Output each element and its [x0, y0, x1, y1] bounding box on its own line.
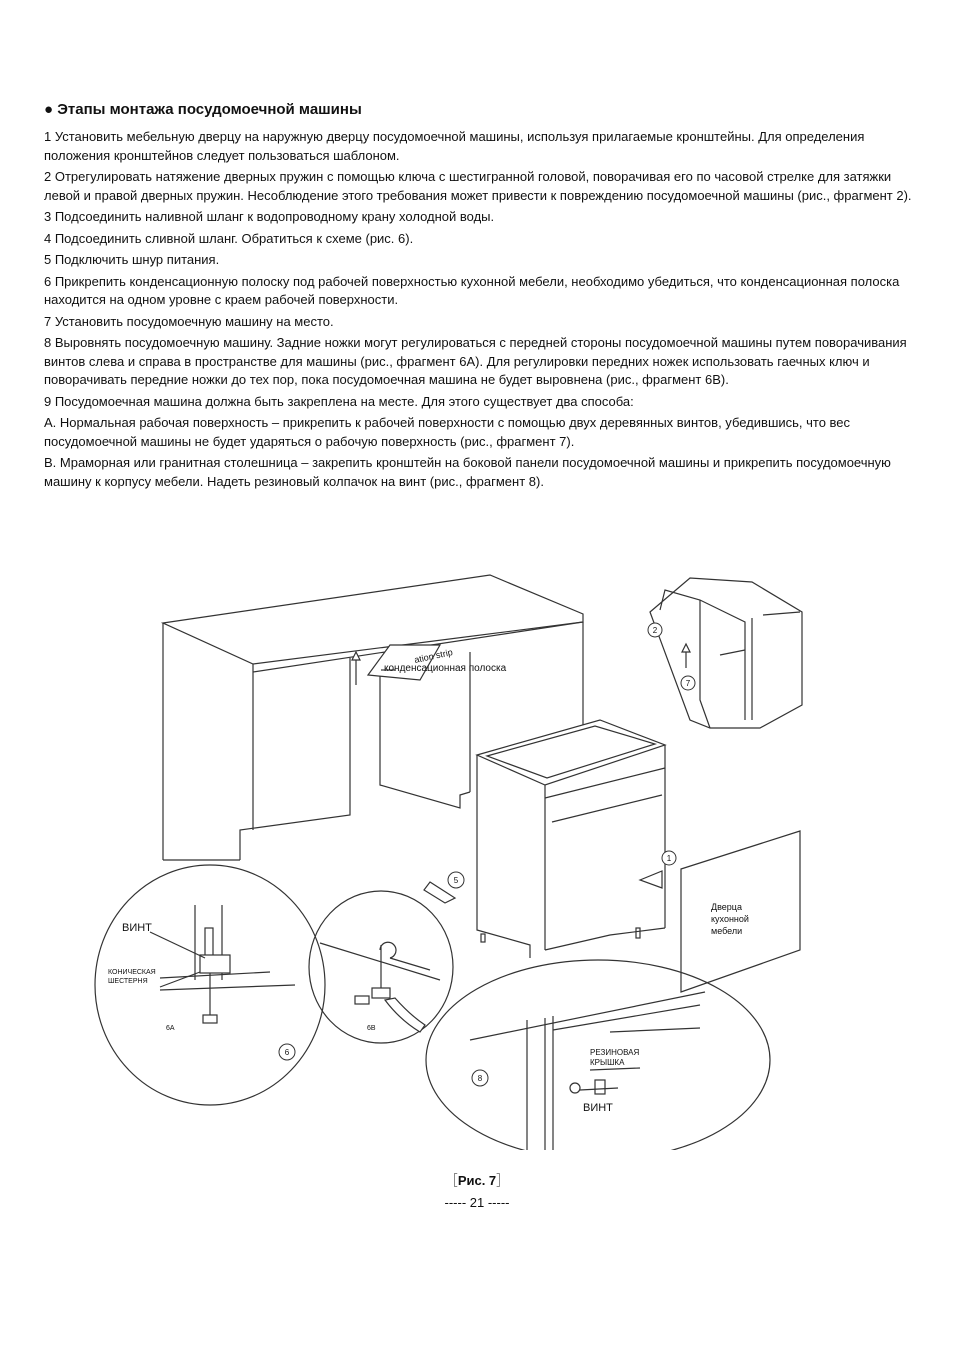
- steps-list: [44, 128, 914, 494]
- callout-6-text: 6: [284, 1048, 290, 1057]
- dishwasher-drawing: [424, 720, 665, 958]
- section-heading: ● Этапы монтажа посудомоечной машины: [44, 101, 362, 118]
- callout-8-text: 8: [477, 1074, 483, 1083]
- step-9a: А. Нормальная рабочая поверхность – прикрепить к рабочей поверхности с помощью двух деревянных винтов, убедившись, что вес посудомоечной машины не будет ударяться о рабочую поверхность (рис., фрагмент 7).: [44, 415, 851, 449]
- step-5: 5 Подключить шнур питания.: [44, 252, 220, 267]
- strip-text: ation strip: [413, 647, 454, 665]
- step-9: 9 Посудомоечная машина должна быть закреплена на месте. Для этого существует два способа:: [44, 393, 634, 409]
- step-4: 4 Подсоединить сливной шланг. Обратиться к схеме (рис. 6).: [44, 230, 414, 246]
- caption-bracket-open: ［: [444, 1173, 458, 1188]
- callout-2-text: 2: [652, 626, 658, 635]
- figure-caption: [0, 1170, 954, 1189]
- step-3: 3 Подсоединить наливной шланг к водопроводному крану холодной воды.: [44, 209, 495, 224]
- callout-1-text: 1: [666, 854, 672, 863]
- installation-figure: [0, 560, 954, 1150]
- label-6a: 6A: [166, 1025, 175, 1032]
- callout-7-text: 7: [685, 679, 691, 688]
- condensation-strip-label: конденсационная полоска: [384, 663, 507, 674]
- screw-label: ВИНТ: [122, 922, 152, 934]
- step-9b: В. Мраморная или гранитная столешница – закрепить кронштейн на боковой панели посудомоечной машины и прикрепить посудомоечную машину к корпусу мебели. Надеть резиновый колпачок на винт (рис., фрагмент 8).: [44, 455, 891, 489]
- step-1: 1 Установить мебельную дверцу на наружную дверцу посудомоечной машины, используя прилагаемые кронштейны. Для определения положения кронштейнов следует пользоваться шаблоном.: [44, 129, 865, 163]
- label-6b: 6B: [367, 1025, 376, 1032]
- screw-label-2: ВИНТ: [583, 1102, 613, 1114]
- page-number: ----- 21 -----: [444, 1195, 510, 1210]
- door-label-line2: кухонной: [711, 914, 749, 924]
- gear-label-line2: ШЕСТЕРНЯ: [108, 978, 148, 985]
- rubber-cap-label-line1: РЕЗИНОВАЯ: [590, 1048, 640, 1057]
- callout-5-text: 5: [453, 876, 459, 885]
- step-7: 7 Установить посудомоечную машину на место.: [44, 313, 334, 329]
- door-label-line3: мебели: [711, 926, 743, 936]
- caption-text: Рис. 7: [457, 1173, 497, 1188]
- step-6: 6 Прикрепить конденсационную полоску под рабочей поверхностью кухонной мебели, необходимо убедиться, что конденсационная полоска находится на одном уровне с краем рабочей поверхности.: [44, 273, 900, 307]
- step-8: 8 Выровнять посудомоечную машину. Задние ножки могут регулироваться с передней стороны посудомоечной машины путем поворачивания винтов слева и справа в пространстве для машины (рис., фрагмент 6А). Для регулировки передних ножек использовать гаечных ключ и поворачивать передние ножки до тех пор, пока посудомоечная машина не будет выровнена (рис., фрагмент 6В).: [44, 335, 907, 387]
- rubber-cap-label-line2: КРЫШКА: [590, 1058, 625, 1067]
- kitchen-cabinet-drawing: [163, 575, 583, 860]
- caption-bracket-close: ］: [496, 1173, 510, 1188]
- detail-6b-inset: [309, 891, 453, 1043]
- detail-6a-inset: [95, 865, 325, 1105]
- gear-label-line1: КОНИЧЕСКАЯ: [108, 969, 156, 976]
- door-label-line1: Дверца: [711, 902, 742, 912]
- detail-7-inset: [650, 578, 802, 728]
- step-2: 2 Отрегулировать натяжение дверных пружин с помощью ключа с шестигранной головой, поворачивая его по часовой стрелке для затяжки левой и правой дверных пружин. Несоблюдение этого требования может привести к повреждению посудомоечной машины (рис., фрагмент 2).: [44, 169, 912, 203]
